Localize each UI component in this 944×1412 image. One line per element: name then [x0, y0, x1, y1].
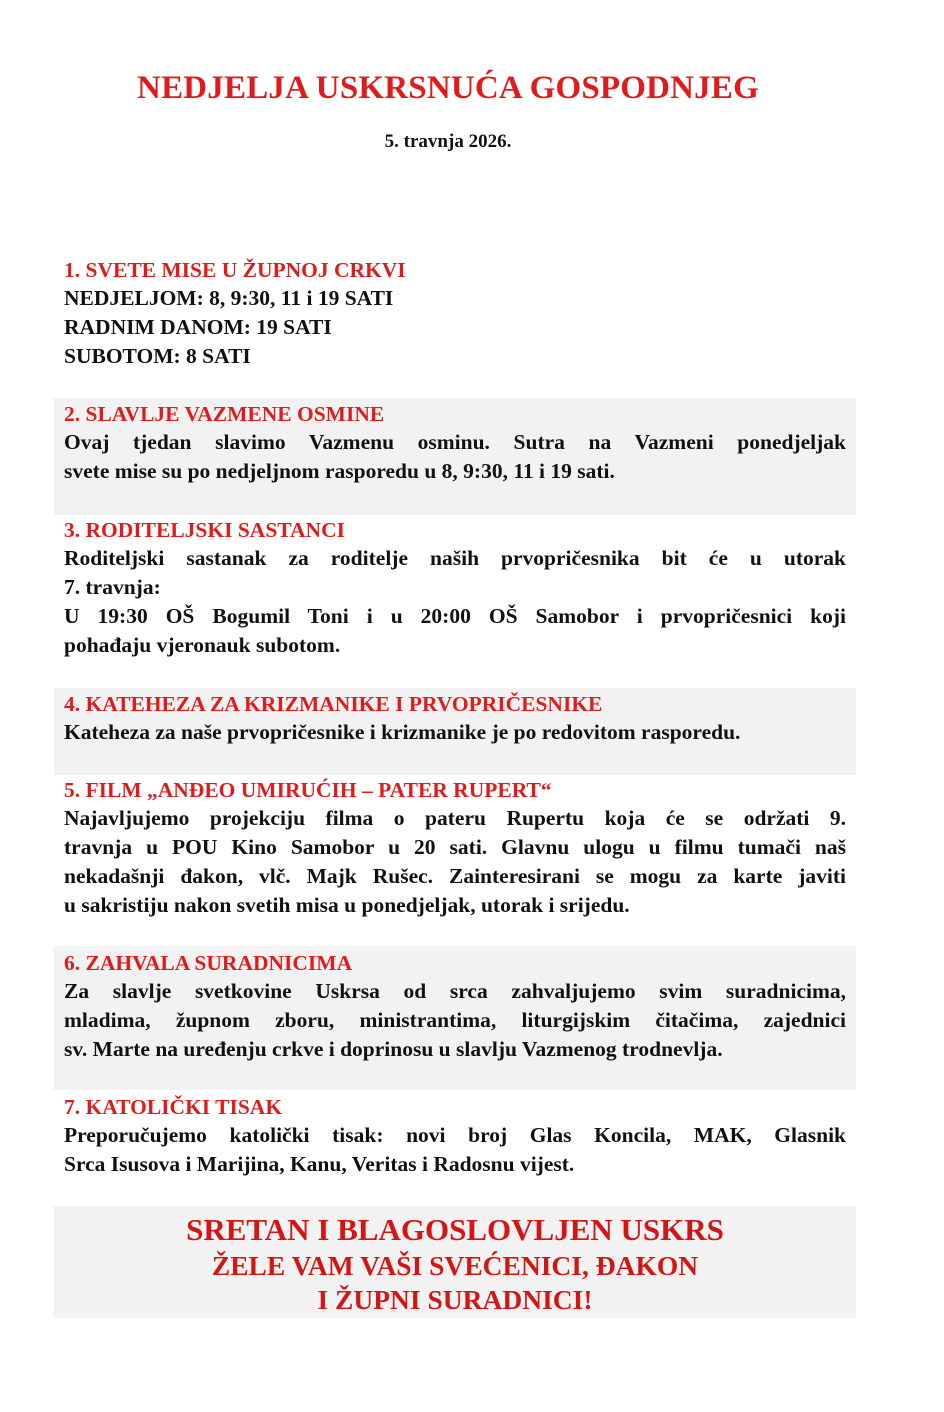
- page-title: NEDJELJA USKRSNUĆA GOSPODNJEG: [137, 70, 759, 106]
- section-body: [64, 977, 846, 1064]
- body-line: Preporučujemo katolički tisak: novi broj Glas Koncila, MAK, Glasnik: [64, 1123, 846, 1147]
- body-line: Roditeljski sastanak za roditelje naših prvopričesnika bit će u utorak: [64, 546, 846, 570]
- section-catholic-press: [54, 1093, 856, 1179]
- section-heading: 5. FILM „ANĐEO UMIRUĆIH – PATER RUPERT“: [64, 778, 552, 802]
- section-heading: 1. SVETE MISE U ŽUPNOJ CRKVI: [64, 258, 406, 282]
- section-easter-octave: [54, 398, 856, 515]
- body-line: pohađaju vjeronauk subotom.: [64, 633, 341, 657]
- section-heading: 6. ZAHVALA SURADNICIMA: [64, 951, 353, 975]
- body-line: svete mise su po nedjeljnom rasporedu u 8, 9:30, 11 i 19 sati.: [64, 459, 615, 483]
- body-line: Srca Isusova i Marijina, Kanu, Veritas i Radosnu vijest.: [64, 1152, 575, 1176]
- section-body: [64, 718, 846, 747]
- body-line: Kateheza za naše prvopričesnike i krizmanike je po redovitom rasporedu.: [64, 720, 741, 744]
- section-body: [64, 1121, 846, 1179]
- section-heading: 7. KATOLIČKI TISAK: [64, 1095, 283, 1119]
- section-thanks: [54, 946, 856, 1090]
- schedule-saturday: SUBOTOM: 8 SATI: [64, 344, 251, 368]
- section-heading: 4. KATEHEZA ZA KRIZMANIKE I PRVOPRIČESNIKE: [64, 692, 603, 716]
- greeting-line: ŽELE VAM VAŠI SVEĆENICI, ĐAKON: [211, 1250, 699, 1281]
- section-film: [54, 776, 856, 920]
- body-line: travnja u POU Kino Samobor u 20 sati. Glavnu ulogu u filmu tumači naš: [64, 835, 846, 859]
- section-body: [64, 284, 846, 371]
- body-line: U 19:30 OŠ Bogumil Toni i u 20:00 OŠ Samobor i prvopričesnici koji: [64, 604, 846, 628]
- body-line: Najavljujemo projekciju filma o pateru Rupertu koja će se održati 9.: [64, 806, 846, 830]
- body-line: u sakristiju nakon svetih misa u ponedjeljak, utorak i srijedu.: [64, 893, 630, 917]
- greeting-line: SRETAN I BLAGOSLOVLJEN USKRS: [186, 1212, 724, 1247]
- section-heading: 2. SLAVLJE VAZMENE OSMINE: [64, 402, 385, 426]
- easter-greeting-box: [54, 1206, 856, 1318]
- section-body: [64, 544, 846, 660]
- body-line: sv. Marte na uređenju crkve i doprinosu u slavlju Vazmenog trodnevlja.: [64, 1037, 723, 1061]
- section-parent-meetings: [54, 516, 856, 660]
- body-line: mladima, župnom zboru, ministrantima, liturgijskim čitačima, zajednici: [64, 1008, 846, 1032]
- section-body: [64, 804, 846, 920]
- section-catechesis: [54, 688, 856, 775]
- schedule-sunday: NEDJELJOM: 8, 9:30, 11 i 19 SATI: [64, 286, 394, 310]
- section-body: [64, 428, 846, 486]
- section-heading: 3. RODITELJSKI SASTANCI: [64, 518, 345, 542]
- section-mass-times: [54, 256, 856, 371]
- body-line: nekadašnji đakon, vlč. Majk Rušec. Zainteresirani se mogu za karte javiti: [64, 864, 846, 888]
- body-line: Za slavlje svetkovine Uskrsa od srca zahvaljujemo svim suradnicima,: [64, 979, 846, 1003]
- body-line: Ovaj tjedan slavimo Vazmenu osminu. Sutra na Vazmeni ponedjeljak: [64, 430, 846, 454]
- body-line: 7. travnja:: [64, 575, 161, 599]
- page-date: 5. travnja 2026.: [384, 131, 512, 152]
- greeting-line: I ŽUPNI SURADNICI!: [317, 1284, 593, 1315]
- schedule-weekday: RADNIM DANOM: 19 SATI: [64, 315, 332, 339]
